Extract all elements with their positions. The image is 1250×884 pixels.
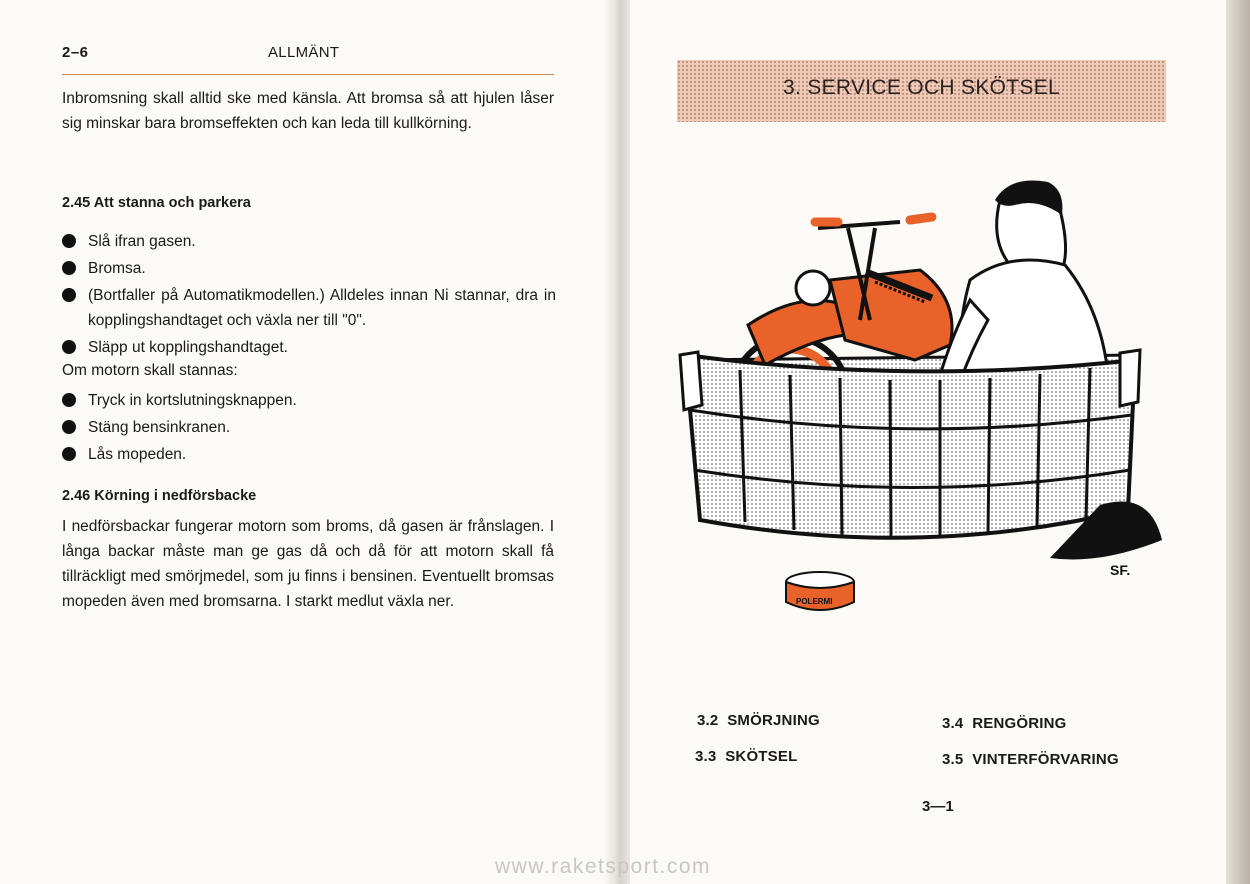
bullet-icon <box>62 447 76 461</box>
moped-washing-illustration <box>670 170 1170 630</box>
right-page-number: 3—1 <box>922 798 954 815</box>
tub-body <box>685 355 1135 538</box>
toc-title: SMÖRJNING <box>727 712 820 729</box>
toc-title: RENGÖRING <box>972 715 1067 732</box>
list-item <box>62 442 556 467</box>
downhill-paragraph: I nedförsbackar fungerar motorn som broms, då gasen är frånslagen. I långa backar måste man ge gas då och då för att motorn skall få tillräckligt med smörjmedel, som ju finns i bensinen. Eventuellt bromsas mopeden även med bromsarna. I starkt medlut växla ner. <box>62 518 554 610</box>
section-2-45-heading: 2.45 Att stanna och parkera <box>62 195 251 211</box>
artist-signature: SF. <box>1110 562 1131 578</box>
tub-handle-left <box>680 352 702 410</box>
toc-title: SKÖTSEL <box>725 748 798 765</box>
chapter-banner <box>677 60 1166 122</box>
toc-number: 3.4 <box>942 715 964 732</box>
toc-number: 3.5 <box>942 751 964 768</box>
polish-tin-drawing <box>786 572 854 610</box>
page-edge <box>1226 0 1250 884</box>
list-item-text: Tryck in kortslutningsknappen. <box>88 392 297 409</box>
bullet-icon <box>62 234 76 248</box>
list-item-text: Lås mopeden. <box>88 446 187 463</box>
polish-tin-label: POLERMI <box>796 597 833 606</box>
toc-item-3-5 <box>942 751 1119 768</box>
list-item <box>62 415 556 440</box>
bullet-icon <box>62 420 76 434</box>
header-rule <box>62 74 554 75</box>
stop-engine-list <box>62 388 556 469</box>
running-head: ALLMÄNT <box>268 44 340 61</box>
list-item <box>62 256 556 281</box>
intro-paragraph: Inbromsning skall alltid ske med känsla. Att bromsa så att hjulen låser sig minskar bara bromseffekten och kan leda till kullkörning. <box>62 90 554 132</box>
list-item-text: (Bortfaller på Automatikmodellen.) Alldeles innan Ni stannar, dra in kopplingshandtaget och växla ner till "0". <box>88 287 556 329</box>
toc-item-3-3 <box>695 748 797 765</box>
tub-handle-right <box>1120 350 1140 406</box>
bullet-icon <box>62 261 76 275</box>
list-item-text: Bromsa. <box>88 260 146 277</box>
list-item-text: Slå ifran gasen. <box>88 233 196 250</box>
bullet-icon <box>62 340 76 354</box>
list-item <box>62 335 556 360</box>
list-item-text: Släpp ut kopplingshandtaget. <box>88 339 288 356</box>
section-2-46-heading: 2.46 Körning i nedförsbacke <box>62 488 257 504</box>
list-item <box>62 283 556 333</box>
chapter-title: 3. SERVICE OCH SKÖTSEL <box>783 76 1060 99</box>
toc-number: 3.2 <box>697 712 719 729</box>
list-item <box>62 229 556 254</box>
bullet-icon <box>62 288 76 302</box>
toc-title: VINTERFÖRVARING <box>972 751 1119 768</box>
toc-item-3-4 <box>942 715 1067 732</box>
toc-item-3-2 <box>697 712 820 729</box>
bullet-icon <box>62 393 76 407</box>
list-item <box>62 388 556 413</box>
toc-number: 3.3 <box>695 748 717 765</box>
stop-engine-intro: Om motorn skall stannas: <box>62 362 238 379</box>
stop-park-list <box>62 229 556 362</box>
left-page-number: 2–6 <box>62 44 89 61</box>
list-item-text: Stäng bensinkranen. <box>88 419 231 436</box>
watermark: www.raketsport.com <box>495 855 712 878</box>
